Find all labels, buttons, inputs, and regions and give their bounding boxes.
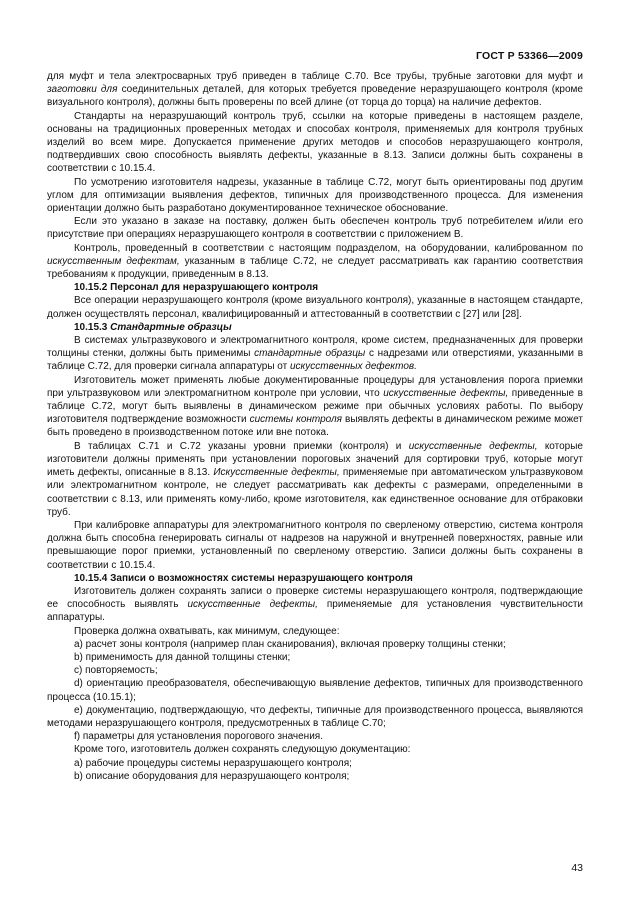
text-run: 10.15.2 Персонал для неразрушающего контроля (74, 282, 319, 294)
standard-header: ГОСТ Р 53366—2009 (475, 50, 583, 62)
text-run: применяемые при автоматическом ультразвуковом или электромагнитном контроле, не следует рассматривать как дефекты с размерами, определенными в соответствии с 8.13, или применять кому-либо, кроме изготовителя, как единственное основание для отбраковки труб. (47, 467, 584, 518)
text-run: с надрезами или отверстиями, указанными в таблице С.72, для проверки сигнала аппаратуры от (47, 348, 584, 373)
text-run: f) параметры для установления порогового значения. (74, 731, 323, 743)
text-run: Проверка должна охватывать, как минимум, следующее: (74, 625, 340, 637)
paragraph (47, 374, 583, 440)
text-run: В системах ультразвукового и электромагнитного контроля, кроме систем, предназначенных для проверки толщины стенки, должны быть применимы (47, 335, 583, 360)
section-heading (47, 281, 583, 294)
paragraph (47, 215, 583, 241)
text-run: которые изготовители должны применять при установлении пороговых значений для сортировки труб, которые могут иметь дефекты, описанные в 8.13. (47, 440, 583, 479)
paragraph (47, 294, 583, 320)
paragraph (47, 519, 583, 572)
paragraph (47, 110, 583, 176)
text-run: d) ориентацию преобразователя, обеспечивающую выявление дефектов, типичных для производственного процесса (10.15.1); (47, 678, 583, 703)
paragraph (47, 585, 583, 625)
document-body (47, 70, 583, 783)
paragraph (47, 743, 583, 756)
text-run: Все операции неразрушающего контроля (кроме визуального контроля), указанные в настоящем стандарте, должен осуществлять персонал, квалифицированный и аттестованный в соответствии с [27] или [28]. (47, 295, 583, 320)
list-item (47, 757, 583, 770)
text-run: По усмотрению изготовителя надрезы, указанные в таблице С.72, могут быть ориентированы под другим углом для оптимизации выявления дефектов, типичных для производственного процесса. Для изменения ориентации должно быть разработано документированное техническое обоснование. (47, 176, 583, 215)
list-item (47, 651, 583, 664)
text-run: При калибровке аппаратуры для электромагнитного контроля по сверленому отверстию, система контроля должна быть способна генерировать сигналы от надрезов на наружной и внутренней поверхностях, равные или превышающие порог приемки, установленный по сверленому отверстию. Записи должны быть сохранены в соответствии с 10.15.4. (47, 519, 583, 571)
italic-term: заготовки для (47, 84, 118, 96)
text-run: Изготовитель должен сохранять записи о проверке системы неразрушающего контроля, подтверждающие ее способность выявлять (47, 585, 583, 611)
paragraph (47, 242, 583, 282)
text-run: 10.15.3 (74, 321, 111, 333)
italic-term: искусственные дефекты, (383, 387, 509, 399)
text-run: 10.15.4 Записи о возможностях системы неразрушающего контроля (74, 572, 413, 584)
italic-term: искусственных дефектов. (289, 361, 417, 373)
text-run: Стандарты на неразрушающий контроль труб, ссылки на которые приведены в настоящем разделе, основаны на традиционных проверенных методах и способах контроля, применяемых для контроля трубных изделий во всем мире. Допускается применение других методов и способов неразрушающего контроля, подтвердивших свою способность выявлять дефекты, указанные в 8.13. Записи должны быть сохранены в соответствии с 10.15.4. (47, 110, 583, 175)
list-item (47, 677, 583, 703)
text-run: b) описание оборудования для неразрушающего контроля; (74, 770, 350, 782)
italic-term: системы контроля (249, 414, 343, 426)
text-run: Кроме того, изготовитель должен сохранять следующую документацию: (74, 744, 411, 756)
text-run: Контроль, проведенный в соответствии с настоящим подразделом, на оборудовании, калиброванном по (74, 242, 583, 254)
page-number: 43 (571, 862, 583, 874)
text-run: c) повторяемость; (74, 665, 158, 677)
list-item (47, 638, 583, 651)
list-item (47, 664, 583, 677)
text-run: а) рабочие процедуры системы неразрушающего контроля; (74, 757, 352, 769)
italic-term: искусственные дефекты, (408, 440, 538, 452)
list-item (47, 704, 583, 730)
section-heading (47, 321, 583, 334)
list-item (47, 730, 583, 743)
text-run: В таблицах С.71 и С.72 указаны уровни приемки (контроля) и (74, 440, 409, 452)
paragraph (47, 334, 583, 374)
paragraph (47, 176, 583, 216)
text-run: а) расчет зоны контроля (например план сканирования), включая проверку толщины стенки; (74, 638, 506, 650)
text-run: соединительных деталей, для которых требуется проведение неразрушающего контроля (кроме визуального контроля), должны быть проверены по всей длине (от торца до торца) на наличие дефектов. (47, 84, 583, 109)
italic-term: искусственным дефектам, (47, 255, 180, 267)
italic-term: Стандартные образцы (110, 321, 232, 333)
text-run: e) документацию, подтверждающую, что дефекты, типичные для производственного процесса, выявляются методами неразрушающего контроля, предусмотренных в таблице С.70; (47, 704, 583, 729)
italic-term: искусственные дефекты, (187, 599, 318, 611)
list-item (47, 770, 583, 783)
text-run: выявлять дефекты в динамическом режиме может быть проведено в производственном потоке или вне потока. (47, 414, 583, 439)
text-run: Изготовитель может применять любые документированные процедуры для установления порога приемки при ультразвуковом или электромагнитном контроле при условии, что (47, 374, 583, 399)
paragraph (47, 625, 583, 638)
text-run: Если это указано в заказе на поставку, должен быть обеспечен контроль труб потребителем и/или его присутствие при операциях неразрушающего контроля в соответствии с приложением В. (47, 216, 583, 241)
italic-term: Искусственные дефекты, (213, 467, 340, 479)
paragraph (47, 440, 583, 519)
paragraph (47, 70, 583, 110)
text-run: b) применимость для данной толщины стенки; (74, 651, 291, 663)
italic-term: стандартные образцы (254, 348, 366, 360)
section-heading (47, 572, 583, 585)
text-run: применяемые для установления чувствительности аппаратуры. (47, 599, 584, 624)
text-run: для муфт и тела электросварных труб приведен в таблице С.70. Все трубы, трубные заготовки для муфт и (47, 71, 583, 82)
text-run: указанным в таблице С.72, не следует рассматривать как гарантию соответствия требованиям к продукции, приведенным в 8.13. (47, 255, 583, 281)
text-run: приведенные в таблице С.72, могут быть выявлены в динамическом режиме при обычных условиях работы. По выбору изготовителя подтверждение возможности (47, 387, 583, 426)
